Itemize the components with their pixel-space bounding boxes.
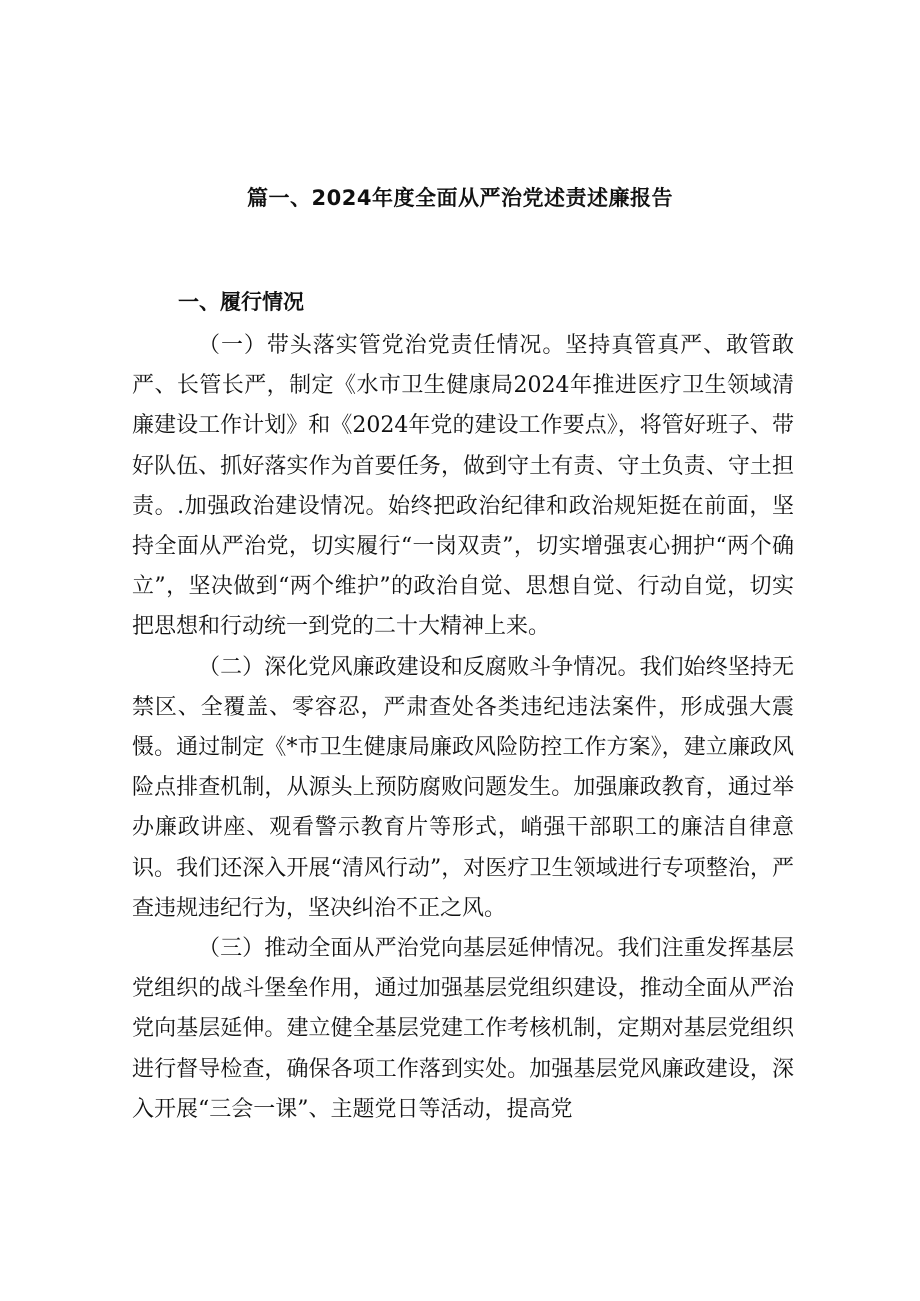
document-title: 篇一、2024年度全面从严治党述责述廉报告 [247,186,673,210]
document-body [132,326,794,1130]
paragraph-2: （二）深化党风廉政建设和反腐败斗争情况。我们始终坚持无禁区、全覆盖、零容忍，严肃查处各类违纪违法案件，形成强大震慑。通过制定《*市卫生健康局廉政风险防控工作方案》，建立廉政风险点排查机制，从源头上预防腐败问题发生。加强廉政教育，通过举办廉政讲座、观看警示教育片等形式，峭强干部职工的廉洁自律意识。我们还深入开展“清风行动”，对医疗卫生领域进行专项整治，严查违规违纪行为，坚决纠治不正之风。 [132,654,794,921]
paragraph-1: （一）带头落实管党治党责任情况。坚持真管真严、敢管敢严、长管长严，制定《水市卫生健康局2024年推进医疗卫生领域清廉建设工作计划》和《2024年党的建设工作要点》，将管好班子、带好队伍、抓好落实作为首要任务，做到守土有责、守土负责、守土担责。.加强政治建设情况。始终把政治纪律和政治规矩挺在前面，坚持全面从严治党，切实履行“一岗双责”，切实增强衷心拥护“两个确立”，坚决做到“两个维护”的政治自觉、思想自觉、行动自觉，切实把思想和行动统一到党的二十大精神上来。 [132,333,794,640]
section-heading: 一、履行情况 [178,290,304,314]
paragraph-3: （三）推动全面从严治党向基层延伸情况。我们注重发挥基层党组织的战斗堡垒作用，通过加强基层党组织建设，推动全面从严治党向基层延伸。建立健全基层党建工作考核机制，定期对基层党组织进行督导检查，确保各项工作落到实处。加强基层党风廉政建设，深入开展“三会一课”、主题党日等活动，提高党 [132,936,794,1122]
